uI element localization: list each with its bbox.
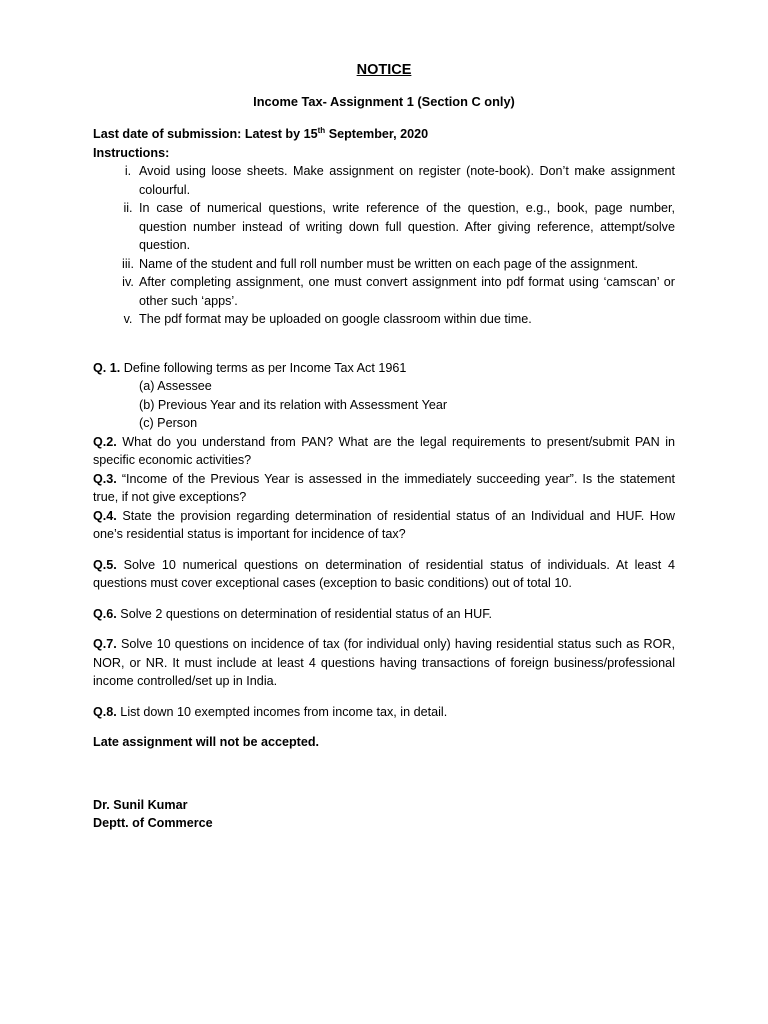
- subitem: (b) Previous Year and its relation with Assessment Year: [139, 397, 448, 412]
- question-1-subitems: [93, 377, 675, 433]
- assignment-subtitle: Income Tax- Assignment 1 (Section C only): [253, 94, 515, 109]
- question-3: Q.3. “Income of the Previous Year is assessed in the immediately succeeding year”. Is the statement true, if not give exceptions?: [93, 471, 675, 504]
- subitem: (c) Person: [139, 416, 198, 430]
- question-5: Q.5. Solve 10 numerical questions on determination of residential status of individuals. At least 4 questions must cover exceptional cases (exception to basic conditions) out of total 10.: [93, 557, 675, 590]
- instruction-item: i. Avoid using loose sheets. Make assignment on register (note-book). Don’t make assignment colourful.: [124, 164, 675, 197]
- instructions-list: [93, 162, 675, 329]
- document-body: [93, 125, 675, 833]
- question-1: Q. 1. Define following terms as per Income Tax Act 1961: [93, 360, 407, 375]
- question-6: Q.6. Solve 2 questions on determination of residential status of an HUF.: [93, 606, 493, 621]
- instruction-item: iii. Name of the student and full roll number must be written on each page of the assignment.: [122, 256, 639, 271]
- question-4: Q.4. State the provision regarding determination of residential status of an Individual and HUF. How one’s residential status is important for incidence of tax?: [93, 508, 675, 541]
- question-7: Q.7. Solve 10 questions on incidence of tax (for individual only) having residential status such as ROR, NOR, or NR. It must include at least 4 questions having transactions of foreign business/professional income controlled/set up in India.: [93, 637, 675, 688]
- notice-title: NOTICE: [356, 62, 412, 78]
- question-8: Q.8. List down 10 exempted incomes from income tax, in detail.: [93, 704, 448, 719]
- instruction-item: iv. After completing assignment, one must convert assignment into pdf format using ‘camscan’ or other such ‘apps’.: [122, 275, 675, 308]
- signatory-name: Dr. Sunil Kumar: [93, 797, 188, 812]
- signatory-department: Deptt. of Commerce: [93, 816, 213, 830]
- instructions-heading: Instructions:: [93, 145, 170, 160]
- signature-block: [93, 796, 675, 833]
- subitem: (a) Assessee: [139, 379, 212, 393]
- instruction-item: ii. In case of numerical questions, write reference of the question, e.g., book, page number, question number instead of writing down full question. After giving reference, attempt/solve question.: [123, 201, 675, 252]
- instruction-item: v. The pdf format may be uploaded on google classroom within due time.: [123, 312, 532, 326]
- submission-deadline: Last date of submission: Latest by 15th September, 2020: [93, 125, 429, 141]
- late-submission-notice: Late assignment will not be accepted.: [93, 735, 320, 749]
- question-2: Q.2. What do you understand from PAN? What are the legal requirements to present/submit PAN in specific economic activities?: [93, 434, 675, 467]
